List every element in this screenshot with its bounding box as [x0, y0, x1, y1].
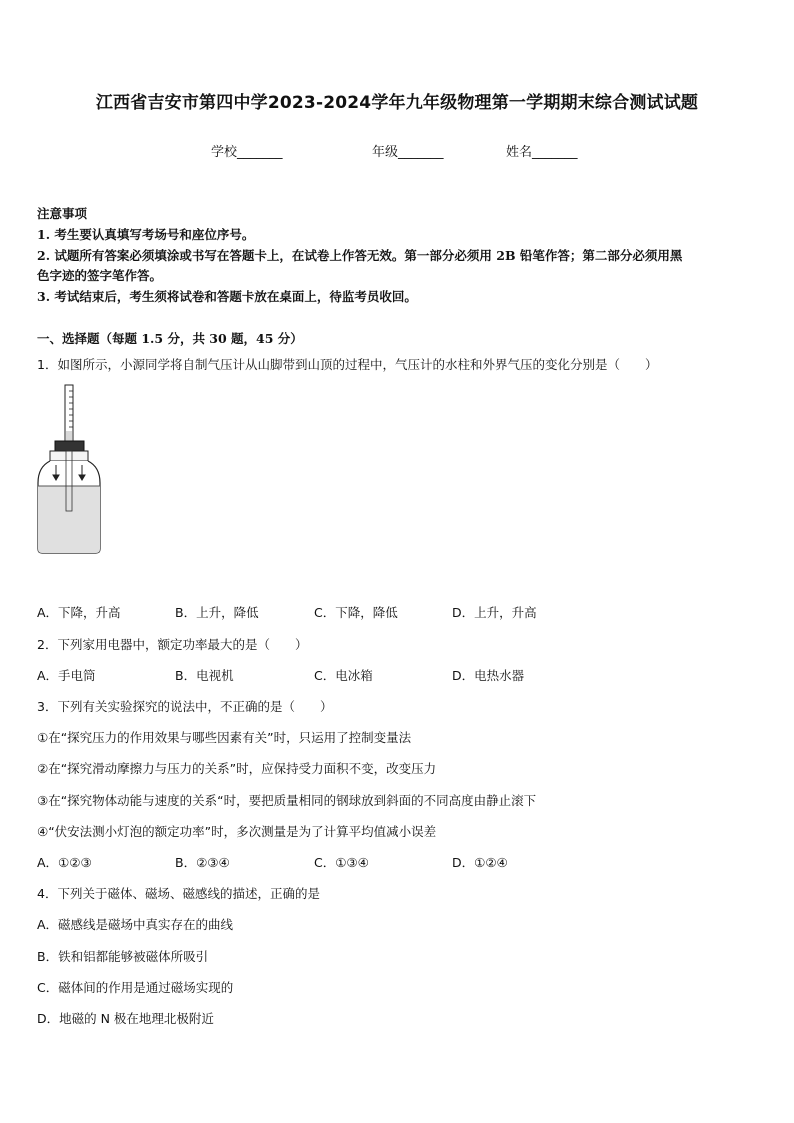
q4-option-d[interactable]: D．地磁的 N 极在地理北极附近: [37, 1011, 214, 1026]
question-1-stem: 1．如图所示，小源同学将自制气压计从山脚带到山顶的过程中，气压计的水柱和外界气压的变化分别是（ ）: [37, 357, 658, 372]
q4-option-c[interactable]: C．磁体间的作用是通过磁场实现的: [37, 980, 234, 995]
q2-option-b[interactable]: B．电视机: [175, 668, 234, 683]
notice-item-2-cont: 色字迹的签字笔作答。: [37, 268, 163, 283]
q1-option-a[interactable]: A．下降，升高: [37, 605, 121, 620]
q2-option-d[interactable]: D．电热水器: [452, 668, 525, 683]
q3-statement-3: ③在“探究物体动能与速度的关系“时，要把质量相同的钢球放到斜面的不同高度由静止滚下: [37, 793, 537, 808]
notice-item-1: 1. 考生要认真填写考场号和座位序号。: [37, 227, 255, 242]
school-field: 学校_______: [211, 145, 283, 160]
barometer-figure: [30, 383, 110, 558]
name-field: 姓名_______: [506, 145, 578, 160]
q3-option-d[interactable]: D．①②④: [452, 855, 508, 870]
notice-item-2: 2. 试题所有答案必须填涂或书写在答题卡上，在试卷上作答无效。第一部分必须用 2B 铅笔作答；第二部分必须用黑: [37, 248, 683, 263]
q3-statement-4: ④“伏安法测小灯泡的额定功率”时，多次测量是为了计算平均值减小误差: [37, 824, 437, 839]
q3-statement-1: ①在“探究压力的作用效果与哪些因素有关”时，只运用了控制变量法: [37, 730, 412, 745]
question-4-stem: 4．下列关于磁体、磁场、磁感线的描述，正确的是: [37, 886, 320, 901]
q3-option-b[interactable]: B．②③④: [175, 855, 230, 870]
q3-statement-2: ②在“探究滑动摩擦力与压力的关系”时，应保持受力面积不变，改变压力: [37, 761, 437, 776]
q3-option-a[interactable]: A．①②③: [37, 855, 92, 870]
q1-option-d[interactable]: D．上升，升高: [452, 605, 537, 620]
q1-option-b[interactable]: B．上升，降低: [175, 605, 259, 620]
q4-option-a[interactable]: A．磁感线是磁场中真实存在的曲线: [37, 917, 234, 932]
exam-title: 江西省吉安市第四中学2023-2024学年九年级物理第一学期期末综合测试试题: [95, 93, 699, 113]
notice-heading: 注意事项: [37, 206, 88, 221]
question-2-stem: 2．下列家用电器中，额定功率最大的是（ ）: [37, 637, 308, 652]
grade-field: 年级_______: [372, 145, 444, 160]
q3-option-c[interactable]: C．①③④: [314, 855, 369, 870]
notice-item-3: 3. 考试结束后，考生须将试卷和答题卡放在桌面上，待监考员收回。: [37, 289, 417, 304]
q4-option-b[interactable]: B．铁和铝都能够被磁体所吸引: [37, 949, 209, 964]
question-3-stem: 3．下列有关实验探究的说法中，不正确的是（ ）: [37, 699, 333, 714]
q2-option-c[interactable]: C．电冰箱: [314, 668, 373, 683]
q2-option-a[interactable]: A．手电筒: [37, 668, 96, 683]
q1-option-c[interactable]: C．下降，降低: [314, 605, 398, 620]
section-heading: 一、选择题（每题 1.5 分，共 30 题，45 分）: [37, 331, 303, 346]
